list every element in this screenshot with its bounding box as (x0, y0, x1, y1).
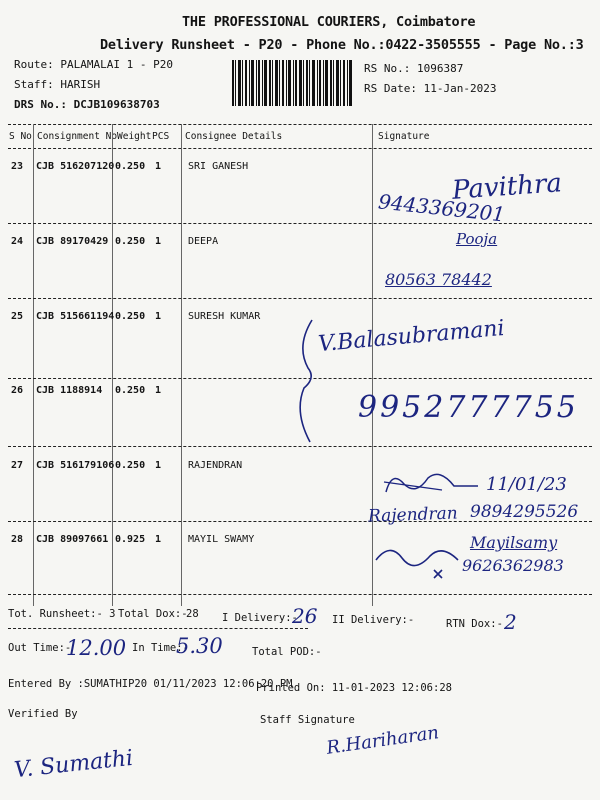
handwritten-phone: 9443369201 (377, 189, 507, 227)
staff-signature-label: Staff Signature (260, 714, 355, 726)
handwritten-phone: 9952777755 (358, 390, 579, 425)
scribble-mark (382, 466, 482, 500)
row-sno: 25 (11, 311, 24, 322)
divider (8, 446, 592, 447)
handwritten-phone: 9894295526 (470, 502, 579, 522)
handwritten-signature: Mayilsamy (470, 533, 558, 552)
row-consignment: CJB 516207120 (36, 161, 115, 172)
row-consignee: DEEPA (188, 236, 219, 247)
verified-by-label: Verified By (8, 708, 78, 720)
row-weight: 0.250 (115, 385, 146, 396)
handwritten-date: 11/01/23 (486, 474, 567, 495)
divider (8, 298, 592, 299)
i-delivery-label: I Delivery:- (222, 612, 298, 624)
col-weight: Weight (117, 131, 152, 142)
row-pcs: 1 (155, 161, 162, 172)
divider (8, 124, 592, 125)
divider (8, 594, 592, 595)
col-consignment: Consignment No (37, 131, 118, 142)
column-line (372, 124, 373, 606)
divider (8, 223, 592, 224)
handwritten-signature: V.Balasubramani (317, 315, 506, 358)
printed-on: Printed On: 11-01-2023 12:06:28 (256, 682, 452, 694)
ii-delivery-label: II Delivery:- (332, 614, 415, 626)
row-pcs: 1 (155, 460, 162, 471)
handwritten-i-delivery: 26 (292, 604, 318, 628)
divider (8, 148, 592, 149)
total-pod-label: Total POD:- (252, 646, 322, 658)
row-consignee: RAJENDRAN (188, 460, 243, 471)
divider (8, 628, 308, 629)
col-sno: S No (9, 131, 32, 142)
handwritten-out-time: 12.00 (66, 636, 127, 660)
entered-by: Entered By :SUMATHIP20 01/11/2023 12:06:20 PM (8, 678, 293, 690)
row-sno: 23 (11, 161, 24, 172)
row-weight: 0.250 (115, 236, 146, 247)
company-title: THE PROFESSIONAL COURIERS, Coimbatore (182, 14, 476, 30)
bracket-mark (290, 316, 320, 446)
row-consignment: CJB 89170429 (36, 236, 109, 247)
column-line (33, 124, 34, 606)
row-consignee: SRI GANESH (188, 161, 249, 172)
row-weight: 0.250 (115, 311, 146, 322)
row-consignee: MAYIL SWAMY (188, 534, 255, 545)
rs-number: RS No.: 1096387 (364, 62, 464, 75)
out-time-label: Out Time:- (8, 642, 72, 654)
col-consignee: Consignee Details (185, 131, 283, 142)
col-signature: Signature (378, 131, 430, 142)
verified-signature: V. Sumathi (13, 745, 135, 784)
handwritten-phone: 80563 78442 (385, 270, 492, 289)
row-consignment: CJB 89097661 (36, 534, 109, 545)
drs-number: DRS No.: DCJB109638703 (14, 98, 160, 111)
row-sno: 26 (11, 385, 24, 396)
row-pcs: 1 (155, 236, 162, 247)
row-weight: 0.250 (115, 161, 146, 172)
row-weight: 0.250 (115, 460, 146, 471)
handwritten-signature: Pavithra (451, 168, 563, 206)
staff-label: Staff: HARISH (14, 78, 101, 91)
handwritten-signature: Rajendran (367, 503, 459, 527)
staff-signature: R.Hariharan (325, 722, 441, 759)
row-sno: 27 (11, 460, 24, 471)
handwritten-rtn-dox: 2 (504, 610, 517, 634)
row-sno: 28 (11, 534, 24, 545)
barcode-image (231, 60, 353, 106)
col-pcs: PCS (152, 131, 170, 142)
row-consignment: CJB 516179106 (36, 460, 115, 471)
row-sno: 24 (11, 236, 24, 247)
in-time-label: In Time:- (132, 642, 189, 654)
row-consignment: CJB 1188914 (36, 385, 103, 396)
row-consignee: SURESH KUMAR (188, 311, 261, 322)
row-pcs: 1 (155, 534, 162, 545)
row-pcs: 1 (155, 385, 162, 396)
handwritten-in-time: 5.30 (176, 634, 223, 658)
row-consignment: CJB 515661194 (36, 311, 115, 322)
row-weight: 0.925 (115, 534, 146, 545)
handwritten-phone: 9626362983 (462, 556, 564, 575)
total-dox-value: 28 (186, 608, 199, 620)
handwritten-signature: Pooja (456, 230, 498, 248)
rtn-dox-label: RTN Dox:- (446, 618, 503, 630)
runsheet-subtitle: Delivery Runsheet - P20 - Phone No.:0422-3505555 - Page No.:3 (100, 37, 584, 53)
total-dox-label: Total Dox:- (118, 608, 188, 620)
column-line (112, 124, 113, 606)
row-pcs: 1 (155, 311, 162, 322)
column-line (181, 124, 182, 606)
rs-date: RS Date: 11-Jan-2023 (364, 82, 497, 95)
scribble-mark (372, 540, 464, 580)
tot-runsheet: Tot. Runsheet:- 3 (8, 608, 116, 620)
route-label: Route: PALAMALAI 1 - P20 (14, 58, 173, 71)
